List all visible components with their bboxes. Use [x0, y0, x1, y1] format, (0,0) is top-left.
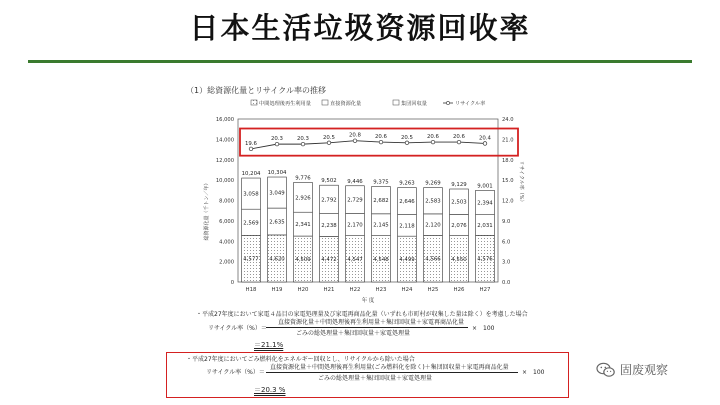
legend-swatch [393, 100, 399, 105]
y2-tick-label: 21.0 [502, 137, 514, 144]
watermark [596, 361, 668, 378]
note2-result: ＝20.3 % [254, 386, 286, 394]
y-tick-label: 6,000 [219, 218, 234, 225]
bar-value-label: 3,058 [243, 191, 259, 198]
rate-point [457, 140, 461, 144]
y2-tick-label: 3.0 [502, 259, 511, 266]
rate-label: 19.6 [244, 140, 258, 147]
note2-denominator: ごみの総処理量＋集団回収量＋家電処理量 [318, 375, 433, 382]
wechat-icon [596, 362, 616, 378]
bar-value-label: 2,503 [451, 199, 467, 206]
rate-label: 20.4 [478, 135, 492, 142]
watermark-text: 固废观察 [620, 363, 669, 377]
bar-value-label: 2,170 [347, 222, 363, 229]
bar-value-label: 2,583 [425, 198, 441, 205]
bar-value-label: 2,118 [399, 223, 415, 230]
y-tick-label: 14,000 [215, 137, 234, 144]
rate-label: 20.6 [426, 134, 440, 141]
note1-times: × 100 [472, 325, 495, 332]
note2-label: リサイクル率（%）＝ [206, 369, 265, 376]
note1-result: ＝21.1% [254, 341, 284, 349]
bar-value-label: 4,550 [451, 256, 467, 263]
bar-value-label: 4,547 [347, 256, 363, 263]
y-tick-label: 0 [230, 280, 234, 286]
x-tick-label: H25 [427, 287, 439, 293]
bar-value-label: 2,031 [477, 223, 493, 230]
note1-numerator: 直接資源化量＋中間処理後再生利用量＋集団回収量＋家電再商品化量 [278, 319, 465, 326]
x-tick-label: H26 [453, 287, 465, 293]
bar-total-label: 9,446 [347, 178, 363, 185]
y-tick-label: 4,000 [219, 239, 234, 246]
x-tick-label: H24 [401, 287, 413, 293]
rate-label: 20.8 [348, 132, 362, 139]
rate-point [249, 147, 253, 151]
rate-point [353, 139, 357, 143]
x-tick-label: H20 [297, 287, 309, 293]
y2-axis-label: リサイクル率（%） [518, 160, 524, 205]
y2-tick-label: 9.0 [502, 218, 511, 225]
rate-point [405, 141, 409, 145]
bar-value-label: 2,926 [295, 195, 311, 202]
figure-subtitle: （1）総資源化量とリサイクル率の推移 [186, 86, 326, 95]
note1-label: リサイクル率（%）＝ [208, 325, 267, 332]
rate-point [301, 142, 305, 146]
x-tick-label: H22 [349, 287, 361, 293]
note2-numerator: 直接資源化量＋中間処理後再生利用量(ごみ燃料化を除く)＋集団回収量＋家電再商品化量 [270, 364, 509, 371]
note1-condition: ・平成27年度において家電４品目の家電処理量及び家電再商品化量（いずれも市町村が収集した量は除く）を考慮した場合 [196, 311, 528, 318]
bar-value-label: 2,076 [451, 223, 467, 230]
bar-total-label: 9,269 [425, 180, 441, 187]
rate-label: 20.6 [374, 134, 388, 141]
note2-times: × 100 [522, 369, 545, 376]
y-axis-label: 総資源化量（千トン／年） [204, 180, 210, 241]
legend-marker [446, 101, 449, 104]
x-axis-label: 年 度 [361, 298, 375, 304]
bar-value-label: 2,120 [425, 222, 441, 229]
bar-value-label: 2,145 [373, 222, 389, 229]
bar-value-label: 2,682 [373, 198, 389, 205]
y-tick-label: 16,000 [215, 117, 234, 123]
rate-point [275, 142, 279, 146]
bar-value-label: 2,635 [269, 219, 285, 226]
y2-tick-label: 24.0 [502, 117, 514, 123]
x-tick-label: H19 [271, 287, 283, 293]
x-tick-label: H27 [479, 287, 491, 293]
bar-total-label: 10,304 [267, 170, 287, 177]
bar-total-label: 9,001 [477, 183, 493, 190]
bar-value-label: 4,499 [399, 257, 415, 264]
note1-denominator: ごみの総処理量＋集団回収量＋家電処理量 [296, 330, 411, 337]
legend-label: 直接資源化量 [330, 101, 362, 107]
legend-label: 集団回収量 [401, 101, 427, 107]
bar-value-label: 4,566 [425, 256, 441, 263]
note2-fraction-line [266, 372, 518, 373]
rate-point [327, 141, 331, 145]
bar-value-label: 4,548 [373, 256, 389, 263]
bar-total-label: 9,263 [399, 180, 415, 187]
y-tick-label: 8,000 [219, 198, 234, 205]
y2-tick-label: 12.0 [502, 198, 514, 205]
note2-condition: ・平成27年度においてごみ燃料化をエネルギー回収とし、リサイクルから除いた場合 [186, 356, 415, 363]
bar-value-label: 4,472 [321, 257, 337, 264]
bar-value-label: 4,577 [243, 256, 259, 263]
bar-value-label: 4,620 [269, 256, 285, 263]
bar-value-label: 2,729 [347, 197, 363, 204]
y-tick-label: 2,000 [219, 259, 234, 266]
rate-label: 20.3 [296, 136, 310, 143]
x-tick-label: H18 [245, 287, 257, 293]
rate-label: 20.5 [400, 134, 414, 141]
x-tick-label: H21 [323, 287, 335, 293]
y2-tick-label: 18.0 [502, 157, 514, 164]
rate-label: 20.5 [322, 134, 336, 141]
rate-point [379, 140, 383, 144]
bar-value-label: 2,238 [321, 223, 337, 230]
y2-tick-label: 0.0 [502, 280, 511, 286]
bar-total-label: 9,776 [295, 175, 311, 182]
bar-total-label: 9,375 [373, 179, 389, 186]
bar-total-label: 10,204 [241, 171, 261, 178]
y-tick-label: 12,000 [215, 157, 234, 164]
legend-swatch [251, 100, 257, 105]
rate-label: 20.3 [270, 136, 284, 143]
legend-swatch [322, 100, 328, 105]
rate-point [431, 140, 435, 144]
bar-total-label: 9,502 [321, 178, 337, 185]
legend-label: リサイクル率 [455, 101, 486, 107]
y2-tick-label: 6.0 [502, 239, 511, 246]
bar-value-label: 2,792 [321, 197, 337, 204]
legend-label: 中間処理後再生利用量 [259, 101, 311, 107]
bar-value-label: 2,341 [295, 222, 311, 229]
y-tick-label: 10,000 [215, 178, 234, 185]
bar-value-label: 2,394 [477, 200, 493, 207]
bar-value-label: 4,576 [477, 256, 493, 263]
bar-value-label: 2,569 [243, 220, 259, 227]
y2-tick-label: 15.0 [502, 178, 514, 185]
rate-label: 20.6 [452, 134, 466, 141]
rate-point [483, 142, 487, 146]
bar-value-label: 4,509 [295, 257, 311, 264]
note1-fraction-line [266, 327, 468, 328]
x-tick-label: H23 [375, 287, 387, 293]
bar-value-label: 2,646 [399, 199, 415, 206]
slide-title: 日本生活垃圾资源回收率 [189, 11, 531, 45]
bar-total-label: 9,129 [451, 181, 467, 188]
bar-value-label: 3,049 [269, 190, 285, 197]
